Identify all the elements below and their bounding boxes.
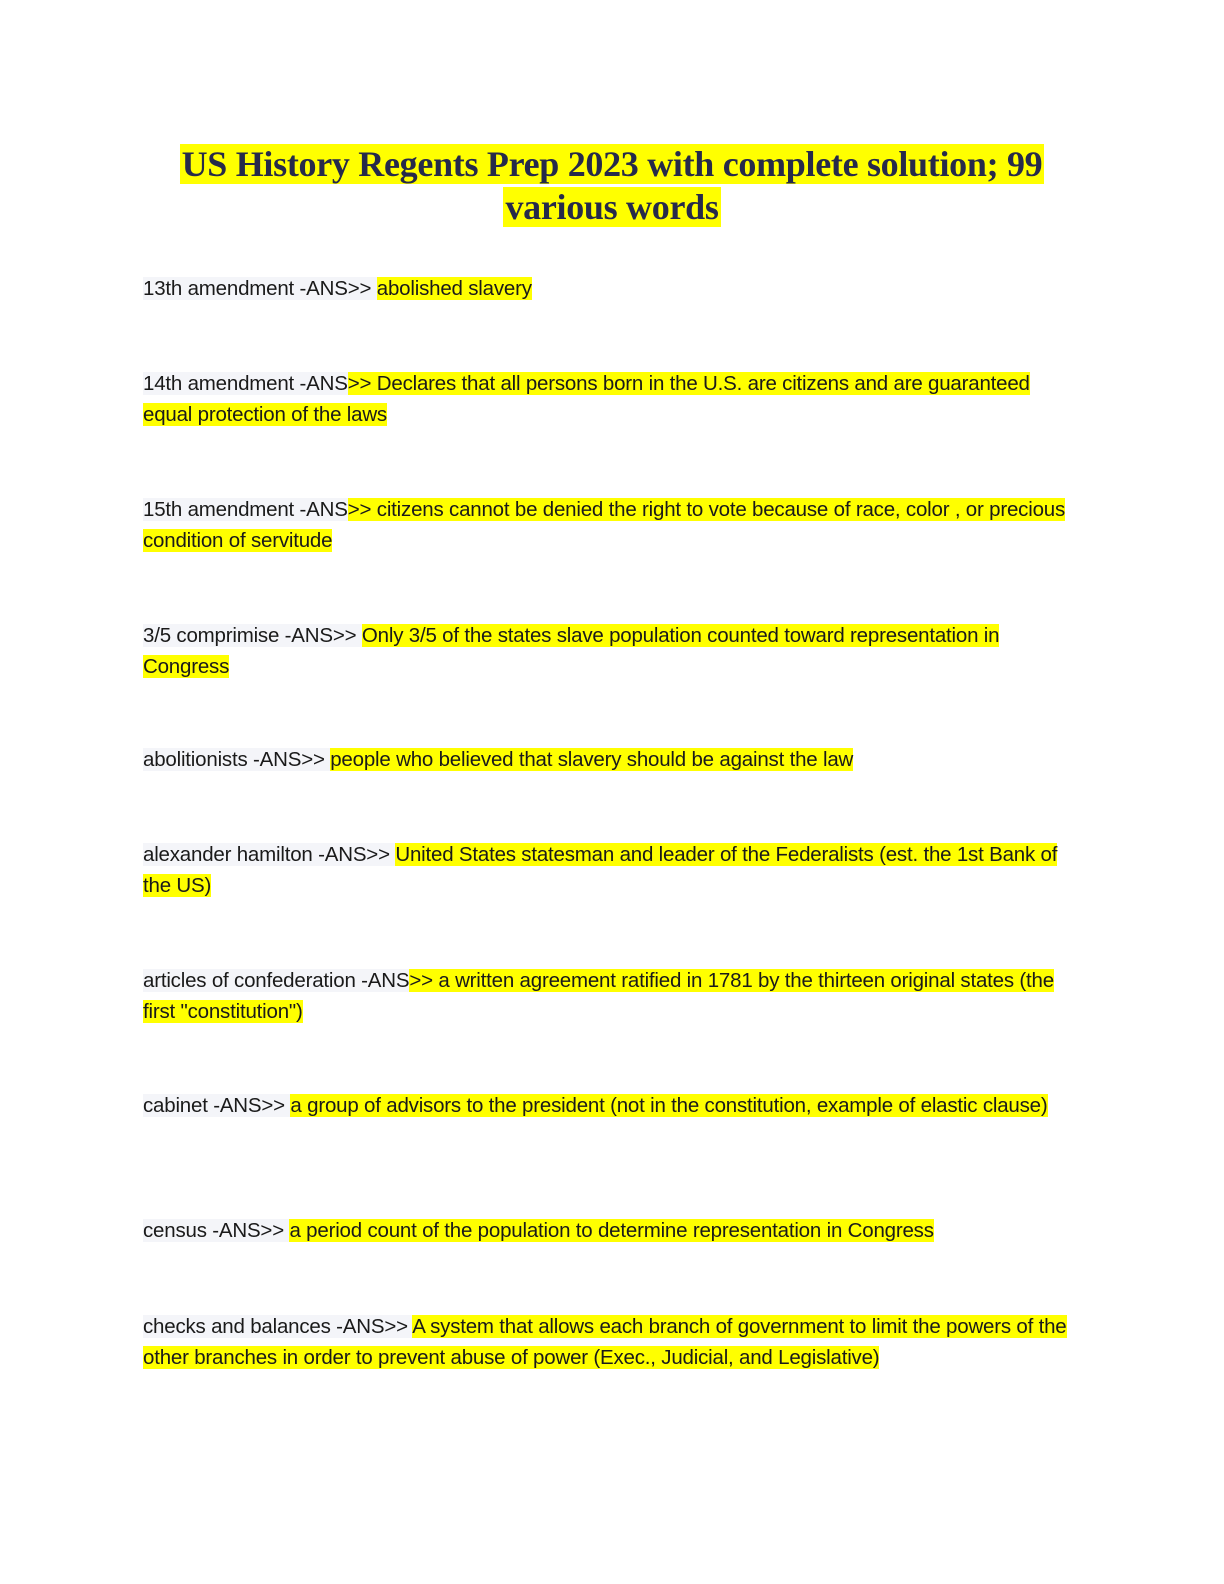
term: 15th amendment -ANS — [143, 498, 348, 521]
answer: a group of advisors to the president (not in the constitution, example of elastic clause) — [290, 1094, 1048, 1117]
qa-entry — [143, 839, 1073, 901]
qa-entry — [143, 368, 1073, 430]
term: alexander hamilton -ANS>> — [143, 843, 396, 866]
qa-entry — [143, 1311, 1073, 1373]
answer: United States statesman and leader of the Federalists (est. the 1st Bank of the US) — [143, 843, 1058, 897]
title-line-2: various words — [505, 187, 719, 227]
qa-entry — [143, 273, 1073, 304]
answer: >> citizens cannot be denied the right to vote because of race, color , or precious condition of servitude — [143, 498, 1066, 552]
answer: A system that allows each branch of government to limit the powers of the other branches in order to prevent abuse of power (Exec., Judicial, and Legislative) — [143, 1315, 1067, 1369]
answer: people who believed that slavery should be against the law — [330, 748, 854, 771]
answer: >> Declares that all persons born in the U.S. are citizens and are guaranteed equal protection of the laws — [143, 372, 1030, 426]
qa-entry — [143, 965, 1073, 1027]
term: abolitionists -ANS>> — [143, 748, 331, 771]
term: checks and balances -ANS>> — [143, 1315, 413, 1338]
term: articles of confederation -ANS — [143, 969, 410, 992]
qa-entry — [143, 494, 1073, 556]
qa-entry — [143, 1215, 1073, 1246]
term: cabinet -ANS>> — [143, 1094, 291, 1117]
term: 3/5 comprimise -ANS>> — [143, 624, 362, 647]
term: 13th amendment -ANS>> — [143, 277, 377, 300]
qa-entry — [143, 620, 1073, 682]
document-title — [0, 143, 1224, 229]
qa-entry — [143, 1090, 1073, 1121]
answer: abolished slavery — [376, 277, 532, 300]
qa-entry — [143, 744, 1073, 775]
answer: >> a written agreement ratified in 1781 by the thirteen original states (the first "constitution") — [143, 969, 1054, 1023]
term: census -ANS>> — [143, 1219, 290, 1242]
answer: Only 3/5 of the states slave population counted toward representation in Congress — [143, 624, 1000, 678]
term: 14th amendment -ANS — [143, 372, 348, 395]
title-line-1: US History Regents Prep 2023 with complete solution; 99 — [181, 144, 1043, 184]
answer: a period count of the population to determine representation in Congress — [289, 1219, 934, 1242]
